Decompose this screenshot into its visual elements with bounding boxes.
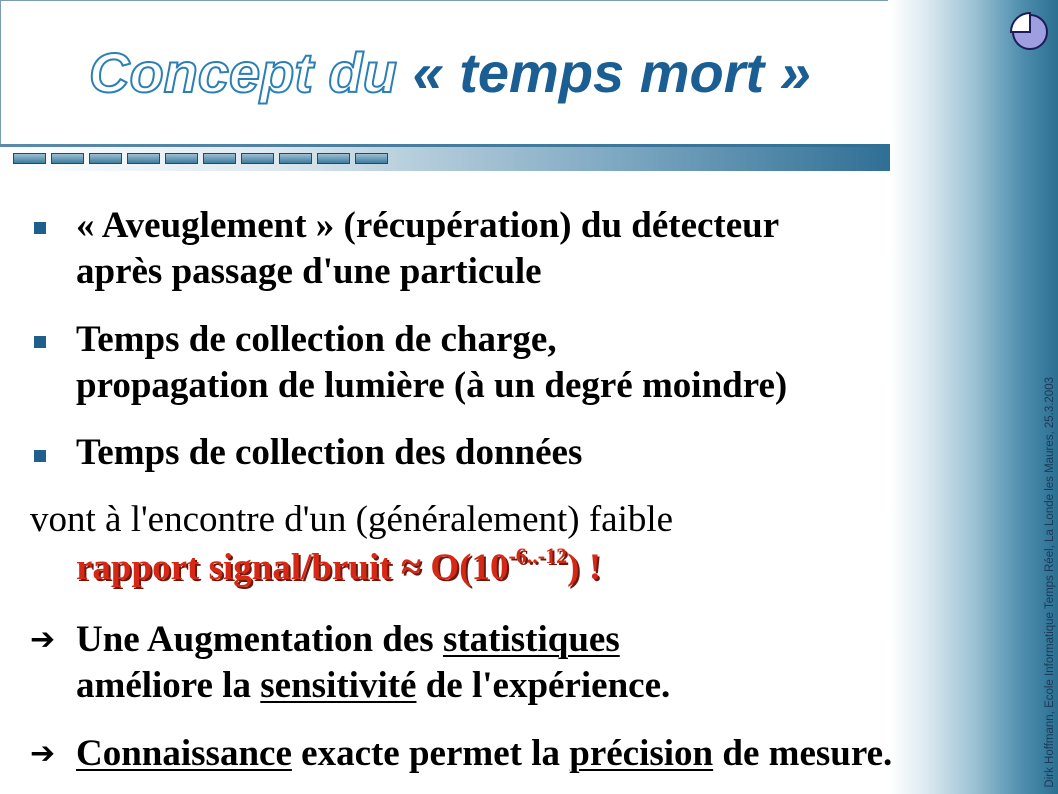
square-5 bbox=[165, 153, 198, 164]
bullet-2-line-2: propagation de lumière (à un degré moindre) bbox=[76, 365, 788, 406]
bullet-1-line-1: « Aveuglement » (récupération) du détecteur bbox=[76, 205, 780, 246]
conclusion-1-line-1: Une Augmentation des statistiques bbox=[76, 619, 620, 660]
moon-logo-icon bbox=[1008, 10, 1050, 52]
header bbox=[0, 0, 888, 144]
bullet-square-icon bbox=[34, 450, 46, 462]
arrow-right-icon: ➔ bbox=[30, 736, 56, 771]
square-8 bbox=[279, 153, 312, 164]
square-4 bbox=[127, 153, 160, 164]
bullet-square-icon bbox=[34, 336, 46, 348]
conclusion-1-line-2: améliore la sensitivité de l'expérience. bbox=[76, 665, 671, 706]
footer-credit: Dirk Hoffmann, Ecole Informatique Temps Réel, La Londe les Maures, 25.3.2003 bbox=[1044, 377, 1056, 788]
signal-noise-ratio: rapport signal/bruit ≈ $O(10^{-6..-12})$ ! bbox=[76, 543, 602, 588]
decorative-squares bbox=[13, 153, 388, 164]
bullet-2-line-1: Temps de collection de charge, bbox=[76, 319, 557, 360]
square-10 bbox=[355, 153, 388, 164]
square-1 bbox=[13, 153, 46, 164]
bullet-3-line-1: Temps de collection des données bbox=[76, 432, 583, 473]
square-9 bbox=[317, 153, 350, 164]
divider-line bbox=[0, 144, 890, 147]
square-2 bbox=[51, 153, 84, 164]
title-solid-text: « temps mort » bbox=[412, 41, 811, 104]
page-title bbox=[89, 41, 811, 105]
square-6 bbox=[203, 153, 236, 164]
conclusion-2-line: Connaissance exacte permet la précision de mesure. bbox=[76, 733, 893, 774]
square-7 bbox=[241, 153, 274, 164]
statement-line: vont à l'encontre d'un (généralement) faible bbox=[30, 499, 674, 540]
square-3 bbox=[89, 153, 122, 164]
bullet-square-icon bbox=[34, 222, 46, 234]
bullet-1-line-2: après passage d'une particule bbox=[76, 251, 542, 292]
title-outline-text: Concept du bbox=[89, 41, 397, 104]
arrow-right-icon: ➔ bbox=[30, 622, 56, 657]
side-gradient-bar bbox=[890, 0, 1058, 794]
